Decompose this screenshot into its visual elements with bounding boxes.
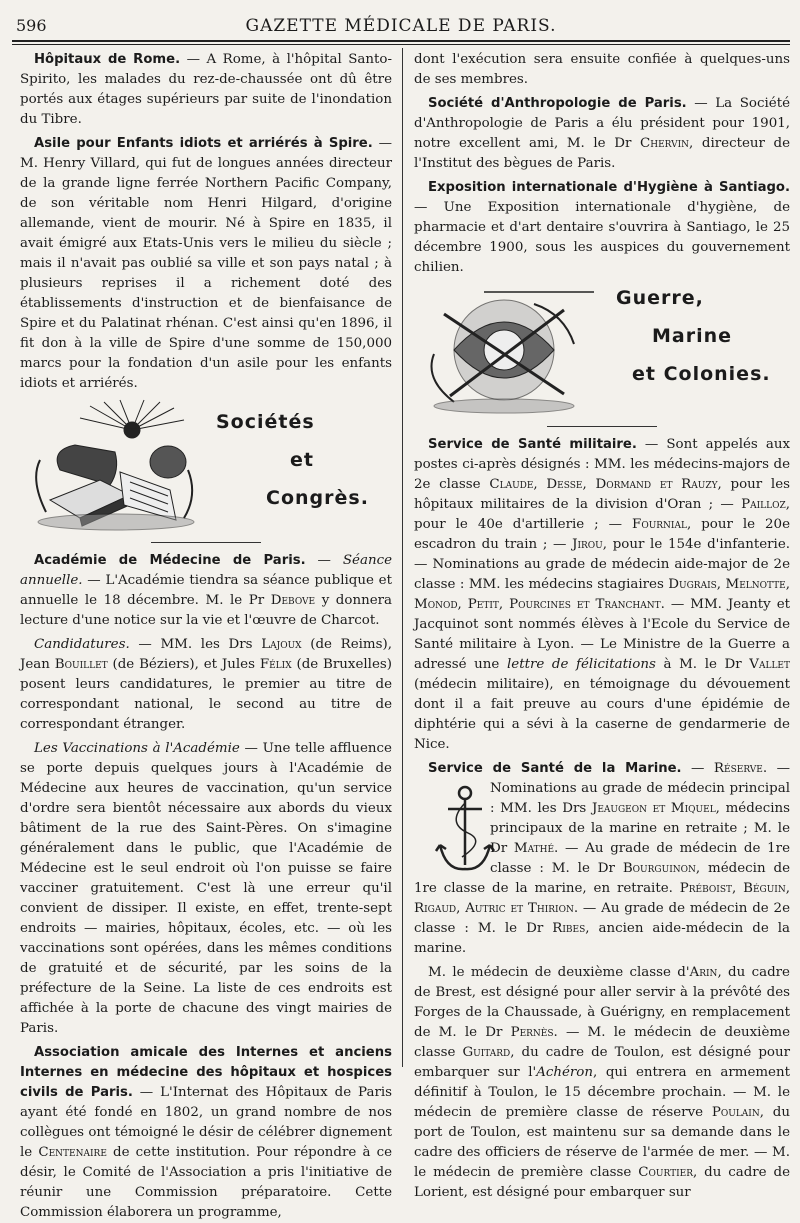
article-heading: Service de Santé de la Marine. — [428, 761, 682, 776]
article-heading: Hôpitaux de Rome. — [34, 52, 181, 67]
running-title: GAZETTE MÉDICALE DE PARIS. — [245, 16, 557, 36]
article-heading: Service de Santé militaire. — [428, 437, 637, 452]
article-asile-spire: Asile pour Enfants idiots et arriérés à Spire. — M. Henry Villard, qui fut de longues années directeur de la grande ligne ferrée Northern Pacific Company, de son véritable nom Henri Hilgard, d'origine allemande, vient de mourir. Né à Spire en 1835, il avait émigré aux Etats-Unis vers le milieu du siècle ; mais il n'avait pas oublié sa ville et son pays natal ; à plusieurs reprises il a richement doté des établissements d'instruction et de bienfaisance de Spire et du Palatinat rhénan. C'est ainsi qu'en 1896, il fit don à la ville de Spire d'une somme de 150,000 marcs pour la fondation d'un asile pour les enfants idiots et arriérés. — [20, 136, 392, 391]
article-heading: Exposition internationale d'Hygiène à Santiago. — [428, 180, 790, 195]
right-column — [414, 50, 791, 1200]
vignette-word: Marine — [652, 325, 733, 347]
vignette-word: et Colonies. — [632, 363, 771, 385]
section-rule — [547, 426, 657, 427]
engraving-illustration — [414, 284, 790, 418]
left-column — [20, 50, 393, 1220]
anchor-icon — [418, 783, 484, 879]
article-heading: Société d'Anthropologie de Paris. — [428, 96, 687, 111]
article-sante-militaire: Service de Santé militaire. — Sont appelés aux postes ci-après désignés : MM. les médecins-majors de 2e classe Claude, Desse, Dormand et Rauzy, pour les hôpitaux militaires de la division d'Oran ; — Pailloz, pour le 40e d'artillerie ; — Fournial, pour le 20e escadron du train ; — Jirou, pour le 154e d'infanterie. — Nominations au grade de médecin aide-major de 2e classe : MM. les médecins stagiaires Dugrais, Melnotte, Monod, Petit, Pourcines et Tranchant. — MM. Jeanty et Jacquinot sont nommés élèves à l'Ecole du Service de Santé militaire à Lyon. — Le Ministre de la Guerre a adressé une lettre de félicitations à M. le Dr Vallet (médecin militaire), en témoignage du dévouement dont il a fait preuve au cours d'une épidémie de diphtérie qui a sévi à la caserne de gendarmerie de Nice. — [414, 437, 791, 752]
article-heading: Académie de Médecine de Paris. — [34, 553, 306, 568]
engraving-illustration — [20, 400, 392, 534]
article-anthropologie: Société d'Anthropologie de Paris. — La Société d'Anthropologie de Paris a élu président pour 1901, notre excellent ami, M. le Dr Chervin, directeur de l'Institut des bègues de Paris. — [414, 96, 791, 171]
societes-congres-vignette — [20, 400, 392, 534]
article-mutations-marine: M. le médecin de deuxième classe d'Arin, du cadre de Brest, est désigné pour aller servir à la prévôté des Forges de la Chaussade, à Guérigny, en remplacement de M. le Dr Pernès. — M. le médecin de deuxième classe Guitard, du cadre de Toulon, est désigné pour embarquer sur l'Achéron, qui entrera en armement définitif à Toulon, le 15 décembre prochain. — M. le médecin de première classe de réserve Poulain, du port de Toulon, est maintenu sur sa demande dans le cadre des officiers de réserve de l'armée de mer. — M. le médecin de première classe Courtier, du cadre de Lorient, est désigné pour embarquer sur — [414, 965, 790, 1200]
article-academie: Académie de Médecine de Paris. — Séance annuelle. — L'Académie tiendra sa séance publique et annuelle le 18 décembre. M. le Pr Debove y donnera lecture d'une notice sur la vie et l'œuvre de Charcot. — [20, 553, 393, 628]
article-sante-marine: Service de Santé de la Marine. — Réserve. — Nominations au grade de médecin principal : MM. les Drs Jeaugeon et Miquel, médecins principaux de la marine en retraite ; M. le Dr Mathé. — Au grade de médecin de 1re classe : M. le Dr Bourguinon, médecin de 1re classe de la marine, en retraite. Préboist, Béguin, Rigaud, Autric et Thirion. — Au grade de médecin de 2e classe : M. le Dr Ribes, ancien aide-médecin de la marine. — [414, 761, 791, 956]
header-rule — [12, 40, 790, 42]
header-rule-thin — [12, 44, 790, 45]
article-heading: Association amicale des Internes et anciens Internes en médecine des hôpitaux et hospices civils de Paris. — [20, 1045, 392, 1100]
vignette-word: Guerre, — [616, 287, 704, 309]
article-heading: Asile pour Enfants idiots et arriérés à Spire. — [34, 136, 373, 151]
article-continuation: dont l'exécution sera ensuite confiée à quelques-uns de ses membres. — [414, 52, 790, 87]
guerre-marine-vignette — [414, 284, 790, 418]
page-number: 596 — [16, 16, 47, 35]
article-hopitaux-rome: Hôpitaux de Rome. — A Rome, à l'hôpital Santo-Spirito, les malades du rez-de-chaussée ont dû être portés aux étages supérieurs par suite de l'inondation du Tibre. — [20, 52, 392, 127]
column-divider — [402, 48, 403, 1067]
page-header — [12, 14, 790, 40]
vignette-word: Sociétés — [216, 411, 315, 433]
article-exposition-santiago: Exposition internationale d'Hygiène à Santiago. — Une Exposition internationale d'hygiène, de pharmacie et d'art dentaire s'ouvrira à Santiago, le 25 décembre 1900, sous les auspices du gouvernement chilien. — [414, 180, 790, 275]
article-candidatures: Candidatures. — MM. les Drs Lajoux (de Reims), Jean Bouillet (de Béziers), et Jules Félix (de Bruxelles) posent leurs candidatures, le premier au titre de correspondant national, le second au titre de correspondant étranger. — [20, 637, 392, 732]
vignette-word: Congrès. — [266, 487, 369, 509]
article-vaccinations: Les Vaccinations à l'Académie — Une telle affluence se porte depuis quelques jours à l'Académie de Médecine aux heures de vaccination, qu'un service d'ordre sera bientôt nécessaire aux abords du vieux bâtiment de la rue des Saint-Pères. On s'imagine généralement dans le public, que l'Académie de Médecine est le seul endroit où l'on puisse se faire vacciner gratuitement. C'est là une erreur qu'il convient de dissiper. Il existe, en effet, trente-sept endroits — mairies, hôpitaux, écoles, etc. — où les vaccinations sont opérées, dans les mêmes conditions de gratuité et de sécurité, par les soins de la préfecture de la Seine. La liste de ces endroits est affichée à la porte de chacune des vingt mairies de Paris. — [20, 741, 392, 1036]
section-rule — [151, 542, 261, 543]
article-association-internes: Association amicale des Internes et anciens Internes en médecine des hôpitaux et hospices civils de Paris. — L'Internat des Hôpitaux de Paris ayant été fondé en 1802, un grand nombre de nos collègues ont témoigné le désir de célébrer dignement le Centenaire de cette institution. Pour répondre à ce désir, le Comité de l'Association a pris l'initiative de réunir une Commission préparatoire. Cette Commission élaborera un programme, — [20, 1045, 393, 1220]
vignette-word: et — [290, 449, 314, 471]
